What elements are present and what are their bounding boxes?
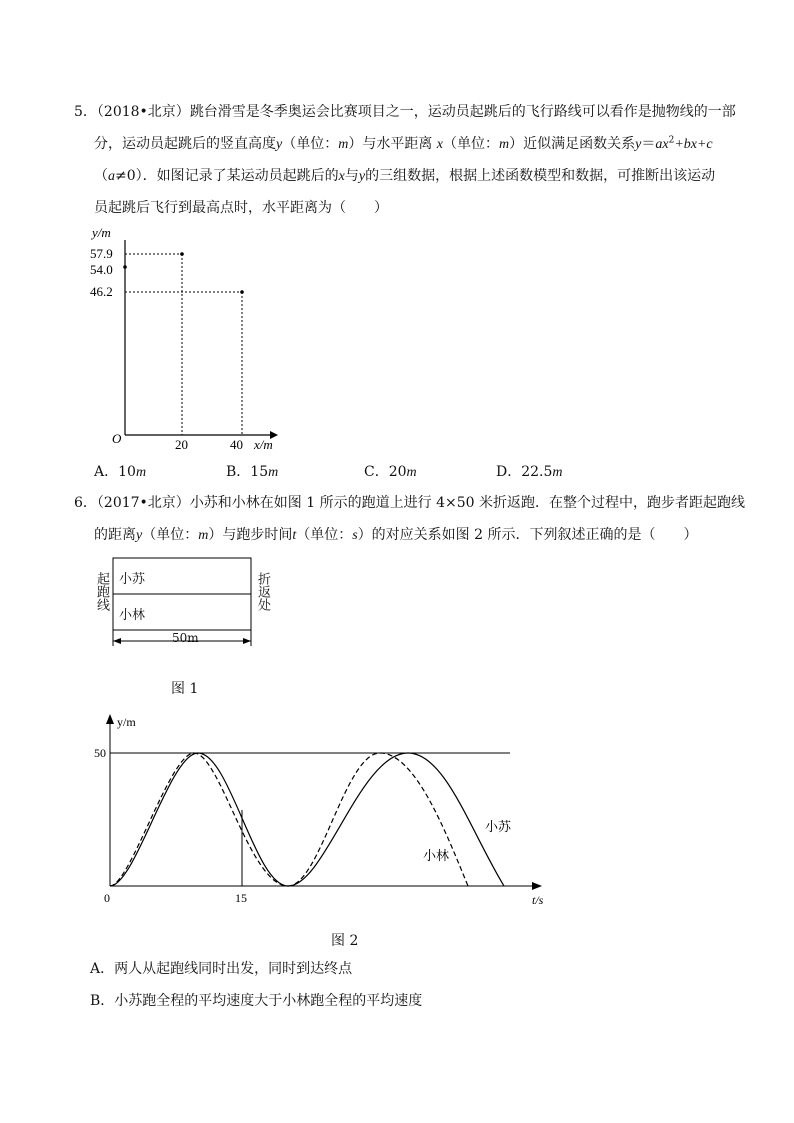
- q5-text2b: 与水平距离: [362, 136, 433, 152]
- q5-option-a-value: 10: [118, 464, 136, 480]
- q5-option-c-value: 20: [388, 464, 407, 480]
- q6-unit-s: s: [352, 528, 358, 543]
- q5-text3-y: y: [358, 169, 366, 184]
- q5-text3b: ≠0）．如图记录了某运动员起跳后的: [115, 168, 339, 184]
- q5-xlabel: x/m: [254, 437, 273, 452]
- q5-option-d-label: D．: [496, 464, 522, 480]
- q5-number: 5．: [74, 104, 97, 120]
- q5-var-x: x: [436, 137, 444, 152]
- q5-option-b-label: B．: [226, 464, 251, 480]
- q5-var-y: y: [276, 137, 283, 152]
- q5-point-2: [180, 252, 184, 256]
- q5-option-b-unit: m: [268, 465, 279, 480]
- series-label-xiaosu: 小苏: [485, 819, 512, 834]
- q6-text2b: （单位：: [142, 527, 199, 543]
- graph-y50: 50: [94, 746, 106, 760]
- q5-line2: [94, 134, 713, 155]
- q5-ytick-1: 57.9: [90, 246, 113, 261]
- q5-option-c-unit: m: [406, 465, 417, 480]
- q5-func-rest: +bx+c: [674, 137, 713, 152]
- turn-point-label: 折返处: [255, 572, 270, 611]
- q6-figure2-graph: [90, 710, 560, 910]
- q6-line2: [94, 525, 698, 546]
- q6-unit-m: m: [198, 528, 209, 543]
- q5-text2c: 近似满足函数关系: [523, 136, 636, 152]
- q5-option-a-unit: m: [135, 465, 147, 480]
- q5-option-c-label: C．: [364, 464, 389, 480]
- q6-var-t: t: [292, 528, 297, 543]
- figure2-caption: 图 2: [331, 933, 359, 949]
- q5-unit-close-2: ）: [509, 136, 524, 152]
- q5-text3a: （: [94, 168, 108, 184]
- q5-origin: O: [112, 431, 122, 446]
- q6-option-a[interactable]: [90, 959, 352, 979]
- q5-unit-m-2: m: [499, 137, 510, 152]
- q5-point-3: [240, 290, 244, 294]
- q6-option-a-text: A．两人从起跑线同时出发，同时到达终点: [90, 961, 353, 977]
- graph-origin: 0: [104, 891, 110, 905]
- q5-line1: [74, 102, 736, 122]
- q5-ytick-2: 54.0: [90, 262, 113, 277]
- q5-option-b-value: 15: [250, 464, 269, 480]
- q5-unit-open-2: （单位：: [443, 136, 500, 152]
- dim-arrow-left: [113, 638, 121, 644]
- q5-text3c: 与: [344, 168, 359, 184]
- q5-option-a[interactable]: [94, 462, 146, 483]
- q6-source: （2017•北京）: [96, 495, 190, 511]
- q5-func-a: ax: [655, 137, 669, 152]
- q6-var-y: y: [136, 528, 143, 543]
- lane-lin-label: 小林: [119, 608, 146, 623]
- figure1-caption: 图 1: [171, 681, 199, 697]
- q5-source: （2018•北京）: [96, 104, 190, 120]
- q5-text3-a: a: [108, 169, 115, 184]
- graph-x15: 15: [235, 891, 247, 905]
- dim-arrow-right: [243, 638, 251, 644]
- start-line-label: 起跑线: [94, 572, 109, 611]
- q6-text2e: ）的对应关系如图 2 所示．下列叙述正确的是（ ）: [357, 527, 698, 543]
- q5-text4: 员起跳后飞行到最高点时，水平距离为（ ）: [94, 200, 388, 216]
- q5-text3d: 的三组数据，根据上述函数模型和数据，可推断出该运动: [365, 168, 716, 184]
- q6-text1: 小苏和小林在如图 1 所示的跑道上进行 4×50 米折返跑．在整个过程中，跑步者距起跑线: [189, 495, 745, 511]
- q5-text1: 跳台滑雪是冬季奥运会比赛项目之一，运动员起跳后的飞行路线可以看作是抛物线的一部: [189, 104, 736, 120]
- graph-y-arrow: [106, 714, 114, 724]
- q5-unit-close: ）: [348, 136, 363, 152]
- q5-xtick-2: 40: [230, 437, 243, 452]
- graph-ylabel: y/m: [117, 715, 136, 729]
- q5-option-b[interactable]: [226, 462, 278, 483]
- q5-ylabel: y/m: [92, 225, 111, 240]
- q5-text3-x: x: [338, 169, 345, 184]
- track-width-label: 50m: [172, 631, 199, 645]
- q6-option-b-text: B．小苏跑全程的平均速度大于小林跑全程的平均速度: [90, 993, 423, 1009]
- q5-point-1: [123, 265, 127, 269]
- q5-option-d-unit: m: [552, 465, 563, 480]
- q5-line3: [94, 166, 715, 187]
- q5-ytick-3: 46.2: [90, 284, 113, 299]
- q6-option-b[interactable]: [90, 991, 422, 1011]
- curve-xiaosu: [110, 753, 504, 886]
- q6-text2a: 的距离: [94, 527, 136, 543]
- lane-su-label: 小苏: [119, 572, 146, 587]
- q5-unit-m: m: [338, 137, 349, 152]
- q6-number: 6．: [74, 495, 97, 511]
- q5-option-d-value: 22.5: [521, 464, 553, 480]
- q5-option-a-label: A．: [94, 464, 119, 480]
- q5-xtick-1: 20: [175, 437, 188, 452]
- q5-figure: [80, 220, 300, 460]
- graph-x-arrow: [532, 882, 542, 890]
- q5-unit-open: （单位：: [282, 136, 339, 152]
- graph-xlabel: t/s: [532, 893, 544, 907]
- q5-func-sup: 2: [668, 135, 675, 146]
- series-label-xiaolin: 小林: [423, 848, 450, 863]
- q6-text2d: （单位：: [296, 527, 353, 543]
- curve-xiaolin: [110, 753, 468, 886]
- q6-text2c: ）与跑步时间: [208, 527, 293, 543]
- q6-line1: [74, 493, 745, 513]
- q5-option-c[interactable]: [364, 462, 417, 483]
- q5-func-y: y: [635, 137, 642, 152]
- q5-func-eq: ＝: [641, 136, 656, 152]
- q5-option-d[interactable]: [496, 462, 563, 483]
- q5-line4: [94, 198, 388, 218]
- q5-text2a: 分，运动员起跳后的竖直高度: [94, 136, 276, 152]
